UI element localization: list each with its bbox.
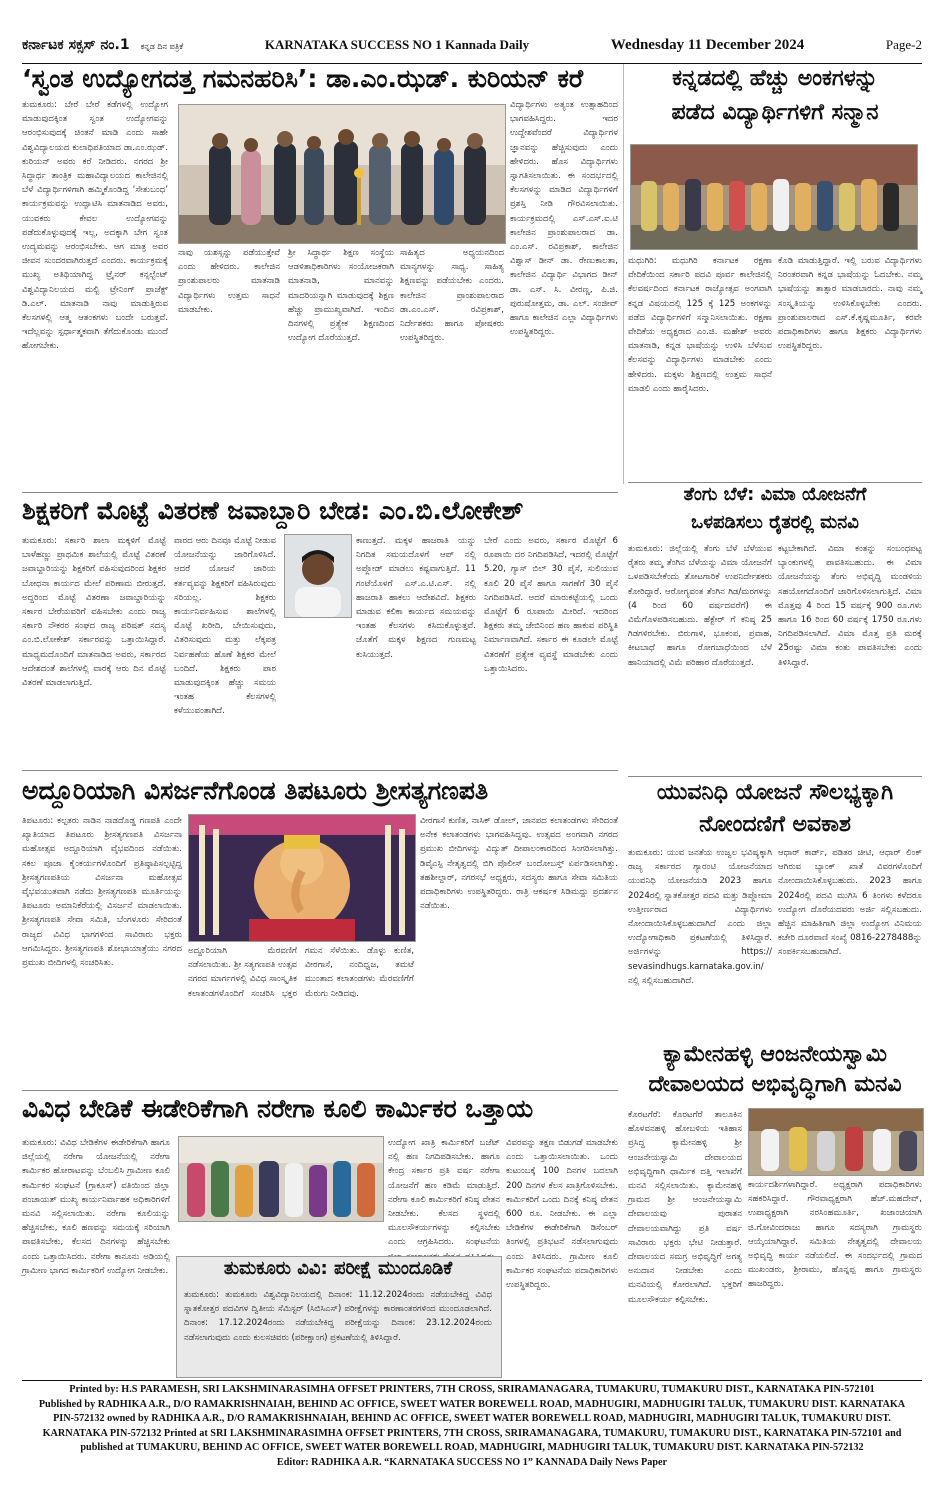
footer-published-at: published at TUMAKURU, BEHIND AC OFFICE, SWEET WATER BOREWELL ROAD, MADHUGIRI, MADHUGIRI TALUK, TUMAKURU DIST. KARNATAKA PIN-572132 <box>80 1442 864 1454</box>
headline-yuvanidhi-2: ನೋಂದಣಿಗೆ ಅವಕಾಶ <box>699 812 851 837</box>
photo-nrega-workers <box>178 1136 384 1222</box>
article-kurian-col4: ಸಾಹಿತ್ಯದ ಅಧ್ಯಯನದಿಂದ ಮಾನ್ಯಗಳನ್ನು ಸಾಧ್ಯ. ಸಾಹಿತ್ಯ ಶಿಕ್ಷಣವನ್ನು ಪಡೆಯಬೇಕು ಎಂದರು. ಕಾಲೇಜಿನ ಪ್ರಾಂಶುಪಾಲರಾದ ಡಾ.ಎಂ.ಎಸ್. ರವಿಪ್ರಕಾಶ್, ನಿರ್ದೇಶಕರು ಹಾಗೂ ಪೋಷಕರು ಉಪಸ್ಥಿತರಿದ್ದರು. <box>400 248 504 344</box>
masthead-left <box>22 34 183 53</box>
footer-rule <box>22 1380 922 1381</box>
paper-name-kannada: ಕರ್ನಾಟಕ ಸಕ್ಸಸ್ ನಂ.1 <box>22 37 130 53</box>
article-nrega-col2a <box>178 1224 382 1252</box>
article-kurian-col5: ವಿದ್ಯಾರ್ಥಿಗಳು ಅತ್ಯಂತ ಉತ್ಸಾಹದಿಂದ ಭಾಗವಹಿಸಿದ್ದರು. ಇದರ ಉದ್ದೇಶವೆಂದರೆ ವಿದ್ಯಾರ್ಥಿಗಳ ಜ್ಞಾನವನ್ನು ಹೆಚ್ಚಿಸುವುದು ಎಂದು ಹೇಳಿದರು. ಹೊಸ ವಿದ್ಯಾರ್ಥಿಗಳು ಸ್ವಾಗತಿಸಲಾಯಿತು. ಈ ಸಂದರ್ಭದಲ್ಲಿ ಕೆಲಸಗಳನ್ನು ಮಾಡಿದ ವಿದ್ಯಾರ್ಥಿಗಳಿಗೆ ಪ್ರಶಸ್ತಿ ನೀಡಿ ಗೌರವಿಸಲಾಯಿತು. ಕಾರ್ಯಕ್ರಮದಲ್ಲಿ ಎಸ್.ಎಸ್.ಐ.ಟಿ ಕಾಲೇಜಿನ ಪ್ರಾಂಶುಪಾಲರಾದ ಡಾ. ಎಂ.ಎಸ್. ರವಿಪ್ರಕಾಶ್, ಕಾಲೇಜಿನ ವಿಶ್ವಾಸ್ ಡೀನ್ ಡಾ. ರೇಣುಕಾಲತಾ, ಕಾಲೇಜಿನ ವಿದ್ಯಾರ್ಥಿ ವಿಭಾಗದ ಡೀನ್ ಡಾ. ಎಸ್. ಸಿ. ವೀರಣ್ಣ, ಪಿ.ಜಿ. ಪುರುಷೋತ್ತಮ, ಡಾ. ಎಲ್. ಸಂಜೀವ್ ಹಾಗೂ ಕಾಲೇಜಿನ ಎಲ್ಲಾ ವಿದ್ಯಾರ್ಥಿಗಳು ಉಪಸ್ಥಿತರಿದ್ದರು. <box>510 100 618 338</box>
headline-temple-1: ಕ್ಯಾಮೇನಹಳ್ಳಿ ಆಂಜನೇಯಸ್ವಾಮಿ <box>663 1042 887 1067</box>
headline-nrega: ವಿವಿಧ ಬೇಡಿಕೆ ಈಡೇರಿಕೆಗಾಗಿ ನರೇಗಾ ಕೂಲಿ ಕಾರ್ಮಿಕರ ಒತ್ತಾಯ <box>22 1094 534 1123</box>
article-temple-col2: ಕಾರ್ಯದರ್ಶಿಗಳಾಗಿದ್ದಾರೆ. ಅಧ್ಯಕ್ಷರಾಗಿ ಪದಾಧಿಕಾರಿಗಳು ಸಹಕರಿಸಿದ್ದಾರೆ. ಗೌರವಾಧ್ಯಕ್ಷರಾಗಿ ಹೆಚ್.ಮಹದೇವ್, ಉಪಾಧ್ಯಕ್ಷರಾಗಿ ನರಸಿಂಹಮೂರ್ತಿ, ಖಜಾಂಚಿಯಾಗಿ ಜಿ.ಗೋವಿಂದರಾಜು ಹಾಗೂ ಸದಸ್ಯರಾಗಿ ಗ್ರಾಮಸ್ಥರು ಆಯ್ಕೆಯಾಗಿದ್ದಾರೆ. ಸಮಿತಿಯ ನೇತೃತ್ವದಲ್ಲಿ ದೇವಾಲಯ ಅಭಿವೃದ್ಧಿ ಕಾರ್ಯ ನಡೆಯಲಿದೆ. ಈ ಸಂದರ್ಭದಲ್ಲಿ ಗ್ರಾಮದ ಮುಖಂಡರು, ಶ್ರೀರಾಮು, ಹೊನ್ನಪ್ಪ ಹಾಗೂ ಗ್ರಾಮಸ್ಥರು ಹಾಜರಿದ್ದರು. <box>748 1180 922 1290</box>
article-yuvanidhi-col1: ತುಮಕೂರು: ಯುವ ಜನತೆಯ ಉಜ್ವಲ ಭವಿಷ್ಯಕ್ಕಾಗಿ ರಾಜ್ಯ ಸರ್ಕಾರದ ಗ್ಯಾರಂಟಿ ಯೋಜನೆಯಾದ ಯುವನಿಧಿ ಯೋಜನೆಯಡಿ 2023 ಹಾಗೂ 2024ರಲ್ಲಿ ಸ್ನಾತಕೋತ್ತರ ಪದವಿ ಮತ್ತು ಡಿಪ್ಲೋಮಾ ಉತ್ತೀರ್ಣರಾದ ವಿದ್ಯಾರ್ಥಿಗಳು ನೋಂದಾಯಿಸಿಕೊಳ್ಳಬಹುದಾಗಿದೆ ಎಂದು ಜಿಲ್ಲಾ ಉದ್ಯೋಗಾಧಿಕಾರಿ ಪ್ರಕಟಣೆಯಲ್ಲಿ ತಿಳಿಸಿದ್ದಾರೆ. ಅರ್ಜಿಗಳನ್ನು https:// sevasindhugs.karnataka.gov.in/ ನಲ್ಲಿ ಸಲ್ಲಿಸಬಹುದಾಗಿದೆ. <box>628 848 772 986</box>
article-ganapathi-col3: ವೀರಗಾಸೆ ಕುಣಿತ, ನಾಸಿಕ್ ಡೋಲ್, ಜಾನಪದ ಕಲಾತಂಡಗಳು ಸೇರಿದಂತೆ ಅನೇಕ ಕಲಾತಂಡಗಳು ಭಾಗವಹಿಸಿದ್ದವು. ಉತ್ಸವದ ಅಂಗವಾಗಿ ನಗರದ ಪ್ರಮುಖ ಬೀದಿಗಳನ್ನು ವಿದ್ಯುತ್ ದೀಪಾಲಂಕಾರದಿಂದ ಸಿಂಗರಿಸಲಾಗಿತ್ತು. ಡಿವೈಎಸ್ಪಿ ನೇತೃತ್ವದಲ್ಲಿ ಬಿಗಿ ಪೊಲೀಸ್ ಬಂದೋಬಸ್ತ್ ಏರ್ಪಡಿಸಲಾಗಿತ್ತು. ತಹಶೀಲ್ದಾರ್, ನಗರಸಭೆ ಅಧ್ಯಕ್ಷರು, ಸದಸ್ಯರು ಹಾಗೂ ಸೇವಾ ಸಮಿತಿಯ ಪದಾಧಿಕಾರಿಗಳು ಉಪಸ್ಥಿತರಿದ್ದರು. ರಾತ್ರಿ ಆಕರ್ಷಕ ಸಿಡಿಮದ್ದು ಪ್ರದರ್ಶನ ನಡೆಯಿತು. <box>420 816 618 912</box>
headline-ganapathi: ಅದ್ದೂರಿಯಾಗಿ ವಿಸರ್ಜನೆಗೊಂಡ ತಿಪಟೂರು ಶ್ರೀಸತ್ಯಗಣಪತಿ <box>22 776 489 805</box>
article-nrega-col2: ಉದ್ಯೋಗ ಖಾತ್ರಿ ಕಾರ್ಮಿಕರಿಗೆ ಬಜೆಟ್ ನಲ್ಲಿ ಹಣ ನಿಗದಿಪಡಿಸಬೇಕು. ಹಾಗೂ ಕೇಂದ್ರ ಸರ್ಕಾರ ಪ್ರತಿ ವರ್ಷ ನರೇಗಾ ಯೋಜನೆಗೆ ಹಣ ಕಡಿಮೆ ಮಾಡುತ್ತಿದೆ. ನರೇಗಾ ಕೂಲಿ ಕಾರ್ಮಿಕರಿಗೆ ಕನಿಷ್ಠ ವೇತನ ನೀಡಬೇಕು. ಕೆಲಸದ ಸ್ಥಳದಲ್ಲಿ ಮೂಲಸೌಕರ್ಯಗಳನ್ನು ಕಲ್ಪಿಸಬೇಕು ಎಂದು ಆಗ್ರಹಿಸಿದರು. ಸಂಘಟನೆಯ <box>388 1138 500 1248</box>
article-nrega-col3: ವಿವರವನ್ನು ತಕ್ಷಣ ಬಿಡುಗಡೆ ಮಾಡಬೇಕು ಎಂದು ಒತ್ತಾಯಿಸಲಾಯಿತು. ಒಂದು ಕುಟುಂಬಕ್ಕೆ 100 ದಿನಗಳ ಬದಲಾಗಿ 200 ದಿನಗಳ ಕೆಲಸ ಖಾತ್ರಿಗೊಳಿಸಬೇಕು. ಕಾರ್ಮಿಕರಿಗೆ ಒಂದು ದಿನಕ್ಕೆ ಕನಿಷ್ಠ ವೇತನ 600 ರೂ. ನೀಡಬೇಕು. ಈ ಎಲ್ಲಾ ಬೇಡಿಕೆಗಳ ಈಡೇರಿಕೆಗಾಗಿ ಡಿಸೆಂಬರ್ ತಿಂಗಳಲ್ಲಿ ಪ್ರತಿಭಟನೆ ನಡೆಸಲಾಗುವುದು ಎಂದು ತಿಳಿಸಿದರು. ಗ್ರಾಮೀಣ ಕೂಲಿ ಕಾರ್ಮಿಕರ ಸಂಘಟನೆಯ ಪದಾಧಿಕಾರಿಗಳು ಉಪಸ್ಥಿತರಿದ್ದರು. <box>506 1138 618 1291</box>
article-exam-postponed-body: ತುಮಕೂರು: ತುಮಕೂರು ವಿಶ್ವವಿದ್ಯಾನಿಲಯದಲ್ಲಿ ದಿನಾಂಕ: 11.12.2024ರಂದು ನಡೆಯಬೇಕಿದ್ದ ವಿವಿಧ ಸ್ನಾತಕೋತ್ತರ ಪದವಿಗಳ ದ್ವಿತೀಯ ಸೆಮಿಸ್ಟರ್ (ಸಿಬಿಸಿಎಸ್) ಪರೀಕ್ಷೆಗಳನ್ನು ಕಾರಣಾಂತರಗಳಿಂದ ಮುಂದೂಡಲಾಗಿದೆ. ದಿನಾಂಕ: 17.12.2024ರಂದು ನಡೆಯಬೇಕಿದ್ದ ಪರೀಕ್ಷೆಯನ್ನು ದಿನಾಂಕ: 23.12.2024ರಂದು ನಡೆಸಲಾಗುವುದು ಎಂದು ಕುಲಸಚಿವರು (ಪರೀಕ್ಷಾಂಗ) ಪ್ರಕಟಣೆಯಲ್ಲಿ ತಿಳಿಸಿದ್ದಾರೆ. <box>184 1290 492 1343</box>
headline-kurian: ‘ಸ್ವಂತ ಉದ್ಯೋಗದತ್ತ ಗಮನಹರಿಸಿ’: ಡಾ.ಎಂ.ಝಡ್. ಕುರಿಯನ್ ಕರೆ <box>22 64 584 93</box>
footer-owned-by: PIN-572132 owned by RADHIKA A.R., D/O RAMAKRISHNAIAH, BEHIND AC OFFICE, SWEET WATER BOREWELL ROAD, MADHUGIRI, MADHUGIRI TALUK, TUMAKURU DIST. <box>53 1413 891 1425</box>
article-ganapathi-col1: ತಿಪಟೂರು: ಕಲ್ಪತರು ನಾಡಿನ ನಾಡದೊಡ್ಡ ಗಣಪತಿ ಎಂದೇ ಖ್ಯಾತಿಯಾದ ತಿಪಟೂರು ಶ್ರೀಸತ್ಯಗಣಪತಿ ವಿಸರ್ಜನಾ ಮಹೋತ್ಸವ ಅದ್ದೂರಿಯಾಗಿ ವೈಭವದಿಂದ ನಡೆಯಿತು. ಸಕಲ ಪೂಜಾ ಕೈಂಕರ್ಯಗಳೊಂದಿಗೆ ಪ್ರತಿಷ್ಠಾಪಿಸಲ್ಪಟ್ಟಿದ್ದ ಶ್ರೀಸತ್ಯಗಣಪತಿಯ ವಿಸರ್ಜನಾ ಮಹೋತ್ಸವ ವೈಭವಯುತವಾಗಿ ನಡೆದು ಶ್ರೀಸತ್ಯಗಣಪತಿ ಮೂರ್ತಿಯನ್ನು ತಿಪಟೂರು ಅಮಾನಿಕೆರೆಯಲ್ಲಿ ವಿಸರ್ಜನೆ ಮಾಡಲಾಯಿತು. ಶ್ರೀಸತ್ಯಗಣಪತಿ ಸೇವಾ ಸಮಿತಿ, ಬೆಂಗಳೂರು ಸೇರಿದಂತೆ ರಾಜ್ಯದ ವಿವಿಧ ಭಾಗಗಳಿಂದ ಸಾವಿರಾರು ಭಕ್ತರು ಆಗಮಿಸಿದ್ದರು. ಶ್ರೀಸತ್ಯಗಣಪತಿ ಶೋಭಾಯಾತ್ರೆಯು ನಗರದ ಪ್ರಮುಖ ಬೀದಿಗಳಲ್ಲಿ ಸಂಚರಿಸಿತು. <box>22 816 182 969</box>
headline-lokesh: ಶಿಕ್ಷಕರಿಗೆ ಮೊಟ್ಟೆ ವಿತರಣೆ ಜವಾಬ್ದಾರಿ ಬೇಡ: ಎಂ.ಬಿ.ಲೋಕೇಶ್ <box>22 496 524 525</box>
headline-coconut-2: ಒಳಪಡಿಸಲು ರೈತರಲ್ಲಿ ಮನವಿ <box>691 512 859 533</box>
article-coconut-col1: ತುಮಕೂರು: ಜಿಲ್ಲೆಯಲ್ಲಿ ತೆಂಗು ಬೆಳೆ ಬೆಳೆಯುವ ರೈತರು ತಮ್ಮ ತೆಂಗಿನ ಬೆಳೆಯನ್ನು ವಿಮಾ ಯೋಜನೆಗೆ ಒಳಪಡಿಸಬೇಕೆಂದು ತೋಟಗಾರಿಕೆ ಉಪನಿರ್ದೇಶಕರು ಕೋರಿದ್ದಾರೆ. ಆರೋಗ್ಯವಂತ ತೆಂಗಿನ ಗಿಡ/ಮರಗಳನ್ನು (4 ರಿಂದ 60 ವರ್ಷದವರೆಗೆ) ಈ ವಿಮೆಗೊಳಪಡಿಸಬಹುದು. ಹೆಕ್ಟೇರ್ ಗೆ ಕನಿಷ್ಠ 25 ಗಿಡಗಳಿರಬೇಕು. ಬಿರುಗಾಳಿ, ಭೂಕಂಪ, ಪ್ರವಾಹ, ಕೀಟಬಾಧೆ ಹಾಗೂ ರೋಗಬಾಧೆಯಿಂದ ಬೆಳೆ ಹಾನಿಯಾದಲ್ಲಿ ವಿಮೆ ಪರಿಹಾರ ದೊರೆಯುತ್ತದೆ. <box>628 544 772 668</box>
article-coconut-col2: ಕಟ್ಟಬೇಕಾಗಿದೆ. ವಿಮಾ ಕಂತನ್ನು ಸಂಬಂಧಪಟ್ಟ ಬ್ಯಾಂಕುಗಳಲ್ಲಿ ಪಾವತಿಸಬಹುದು. ಈ ವಿಮಾ ಯೋಜನೆಯನ್ನು ತೆಂಗು ಅಭಿವೃದ್ಧಿ ಮಂಡಳಿಯ ಸಹಯೋಗದೊಂದಿಗೆ ಜಾರಿಗೊಳಿಸಲಾಗುತ್ತಿದೆ. ವಿಮಾ ಮೊತ್ತವು 4 ರಿಂದ 15 ವರ್ಷಕ್ಕೆ 900 ರೂ.ಗಳು ಹಾಗೂ 16 ರಿಂದ 60 ವರ್ಷಕ್ಕೆ 1750 ರೂ.ಗಳು ನಿಗದಿಪಡಿಸಲಾಗಿದೆ. ವಿಮಾ ಮೊತ್ತ ಪ್ರತಿ ಮರಕ್ಕೆ 25ರಷ್ಟು ವಿಮಾ ಕಂತು ಪಾವತಿಸಬೇಕು ಎಂದು ತಿಳಿಸಿದ್ದಾರೆ. <box>778 544 922 668</box>
article-kannada-marks-col1: ಮಧುಗಿರಿ: ಮಧುಗಿರಿ ಕರ್ನಾಟಕ ರಕ್ಷಣಾ ವೇದಿಕೆಯಿಂದ ಸರ್ಕಾರಿ ಪದವಿ ಪೂರ್ವ ಕಾಲೇಜಿನಲ್ಲಿ ಕೆಲವರ್ಷದಿಂದ ಕರ್ನಾಟಕ ರಾಜ್ಯೋತ್ಸವ ಅಂಗವಾಗಿ ಕನ್ನಡ ವಿಷಯದಲ್ಲಿ 125 ಕ್ಕೆ 125 ಅಂಕಗಳನ್ನು ಪಡೆದ ವಿದ್ಯಾರ್ಥಿಗಳಿಗೆ ಸನ್ಮಾನಿಸಲಾಯಿತು. ರಕ್ಷಣಾ ವೇದಿಕೆಯ ಅಧ್ಯಕ್ಷರಾದ ಎಂ.ಜಿ. ಮಹೇಶ್ ಅವರು ಮಾತನಾಡಿ, ಕನ್ನಡ ಭಾಷೆಯನ್ನು ಉಳಿಸಿ ಬೆಳೆಸುವ ಕೆಲಸವನ್ನು ವಿದ್ಯಾರ್ಥಿಗಳು ಮಾಡಬೇಕು ಎಂದು ಹೇಳಿದರು. ಮಕ್ಕಳು ಶಿಕ್ಷಣದಲ್ಲಿ ಉತ್ತಮ ಸಾಧನೆ ಮಾಡಲಿ ಎಂದು ಹಾರೈಸಿದರು. <box>628 256 772 394</box>
photo-temple-meeting <box>748 1108 924 1176</box>
paper-name-english: KARNATAKA SUCCESS NO 1 Kannada Daily <box>264 37 530 52</box>
section-rule-right-2 <box>628 776 922 777</box>
photo-ganapathi-idol <box>188 814 416 942</box>
article-temple-col1: ಕೊರಟಗೆರೆ: ಕೊರಟಗೆರೆ ತಾಲೂಕಿನ ಹೊಳವನಹಳ್ಳಿ ಹೋಬಳಿಯ ಇತಿಹಾಸ ಪ್ರಸಿದ್ಧ ಕ್ಯಾಮೇನಹಳ್ಳಿ ಶ್ರೀ ಆಂಜನೇಯಸ್ವಾಮಿ ದೇವಾಲಯದ ಅಭಿವೃದ್ಧಿಗಾಗಿ ಧಾರ್ಮಿಕ ದತ್ತಿ ಇಲಾಖೆಗೆ ಮನವಿ ಸಲ್ಲಿಸಲಾಯಿತು. ಕ್ಯಾಮೇನಹಳ್ಳಿ ಗ್ರಾಮದ ಶ್ರೀ ಆಂಜನೇಯಸ್ವಾಮಿ ದೇವಾಲಯವು ಪುರಾತನ ದೇವಾಲಯವಾಗಿದ್ದು ಪ್ರತಿ ವರ್ಷ ಸಾವಿರಾರು ಭಕ್ತರು ಭೇಟಿ ನೀಡುತ್ತಾರೆ. ದೇವಾಲಯದ ಸಮಗ್ರ ಅಭಿವೃದ್ಧಿಗೆ ಅಗತ್ಯ ಅನುದಾನ ನೀಡಬೇಕು ಎಂದು ಮನವಿಯಲ್ಲಿ ಕೋರಲಾಗಿದೆ. ಭಕ್ತರಿಗೆ ಮೂಲಸೌಕರ್ಯ ಕಲ್ಪಿಸಬೇಕು. <box>628 1110 742 1305</box>
photo-students-felicitation <box>630 144 918 250</box>
article-yuvanidhi-col2: ಆಧಾರ್ ಕಾರ್ಡ್, ಪಡಿತರ ಚೀಟಿ, ಆಧಾರ್ ಲಿಂಕ್ ಆಗಿರುವ ಬ್ಯಾಂಕ್ ಖಾತೆ ವಿವರಗಳೊಂದಿಗೆ ನೋಂದಾಯಿಸಿಕೊಳ್ಳಬಹುದು. 2023 ಹಾಗೂ 2024ರಲ್ಲಿ ಪದವಿ ಮುಗಿಸಿ 6 ತಿಂಗಳು ಕಳೆದರೂ ಉದ್ಯೋಗ ದೊರೆಯದವರು ಅರ್ಜಿ ಸಲ್ಲಿಸಬಹುದು. ಹೆಚ್ಚಿನ ಮಾಹಿತಿಗಾಗಿ ಜಿಲ್ಲಾ ಉದ್ಯೋಗ ವಿನಿಮಯ ಕಚೇರಿ ದೂರವಾಣಿ ಸಂಖ್ಯೆ 0816-2278488ನ್ನು ಸಂಪರ್ಕಿಸಬಹುದಾಗಿದೆ. <box>778 848 922 958</box>
article-lokesh-col2b <box>284 620 350 764</box>
headline-kannada-marks-1: ಕನ್ನಡದಲ್ಲಿ ಹೆಚ್ಚು ಅಂಕಗಳನ್ನು <box>672 66 878 91</box>
article-ganapathi-col2: ಅದ್ದೂರಿಯಾಗಿ ಮೆರವಣಿಗೆ ನಡೆಸಲಾಯಿತು. ಶ್ರೀ ಸತ್ಯಗಣಪತಿ ಉತ್ಸವ ನಗರದ ಮಾರ್ಗಗಳಲ್ಲಿ ವಿವಿಧ ಸಾಂಸ್ಕೃತಿಕ ಕಲಾತಂಡಗಳೊಂದಿಗೆ ಸಂಚರಿಸಿ ಭಕ್ತರ ಗಮನ ಸೆಳೆಯಿತು. ಡೊಳ್ಳು ಕುಣಿತ, ವೀರಗಾಸೆ, ನಂದಿಧ್ವಜ, ತಮಟೆ ಮುಂತಾದ ಕಲಾತಂಡಗಳು ಮೆರವಣಿಗೆಗೆ ಮೆರುಗು ನೀಡಿದವು. <box>188 946 414 999</box>
section-rule-right <box>628 482 922 483</box>
article-lokesh-col3: ಕಾಣುತ್ತದೆ. ಮಕ್ಕಳ ಹಾಜರಾತಿ ಯನ್ನು ನಿಗದಿತ ಸಮಯದೊಳಗೆ ಆಪ್ ನಲ್ಲಿ ಅಪ್ಲೋಡ್ ಮಾಡಲು ಕಷ್ಟವಾಗುತ್ತಿದೆ. 11 ಗಂಟೆಯೊಳಗೆ ಎಸ್.ಎ.ಟಿ.ಎಸ್. ನಲ್ಲಿ ಹಾಜರಾತಿ ಹಾಕಲು ಆದೇಶವಿದೆ. ಶಿಕ್ಷಕರು ಮಾಡುವ ಕಲಿಕಾ ಕಾರ್ಯದ ಸಮಯವನ್ನು ಇಂತಹ ಕೆಲಸಗಳು ಕಸಿದುಕೊಳ್ಳುತ್ತವೆ. ಜೊತೆಗೆ ಮಕ್ಕಳ ಶಿಕ್ಷಣದ ಗುಣಮಟ್ಟ ಕುಸಿಯುತ್ತದೆ. <box>356 536 476 660</box>
footer-printed-by: Printed by: H.S PARAMESH, SRI LAKSHMINARASIMHA OFFSET PRINTERS, 7TH CROSS, SRIRAMANAGARA, TUMAKURU, TUMAKURU DIST., KARNATAKA PIN-572101 <box>69 1384 875 1395</box>
headline-coconut-1: ತೆಂಗು ಬೆಳೆ: ವಿಮಾ ಯೋಜನೆಗೆ <box>683 484 867 505</box>
issue-date: Wednesday 11 December 2024 <box>610 37 805 53</box>
article-kurian-col1: ತುಮಕೂರು: ಬೇರೆ ಬೇರೆ ಕಡೆಗಳಲ್ಲಿ ಉದ್ಯೋಗ ಮಾಡುವುದಕ್ಕಿಂತ ಸ್ವಂತ ಉದ್ಯೋಗವನ್ನು ಆರಂಭಿಸುವುದಕ್ಕೆ ಚಿಂತನೆ ಮಾಡಿ ಎಂದು ಸಾಹೇ ವಿಶ್ವವಿದ್ಯಾಲಯದ ಕುಲಾಧಿಪತಿಯಾದ ಡಾ.ಎಂ.ಝಡ್. ಕುರಿಯನ್ ಅವರು ಕರೆ ನೀಡಿದರು. ನಗರದ ಶ್ರೀ ಸಿದ್ಧಾರ್ಥ ತಾಂತ್ರಿಕ ಮಹಾವಿದ್ಯಾಲಯದ ಕಾಲೇಜಿನಲ್ಲಿ ಬೆಳೆ ವಿದ್ಯಾರ್ಥಿಗಳಿಗಾಗಿ ಹಮ್ಮಿಕೊಂಡಿದ್ದ ‘ಸೇತುಬಂಧ’ ಕಾರ್ಯಕ್ರಮವನ್ನು ಉದ್ಘಾಟಿಸಿ ಮಾತನಾಡಿದ ಅವರು, ಯುವಕರು ಕೇವಲ ಉದ್ಯೋಗವನ್ನು ಪಡೆದುಕೊಳ್ಳುವುದಕ್ಕೆ ಇಲ್ಲ, ಅದಕ್ಕಾಗಿ ಬೇಗ ಸ್ವಂತ ಉದ್ಯಮವನ್ನು ಆರಂಭಿಸಬೇಕು. ಆಗ ಮಾತ್ರ ಅವರ ಜೀವನ ಸುಂದರವಾಗಿರುತ್ತದೆ ಎಂದರು. ಕಾರ್ಯಕ್ರಮಕ್ಕೆ ಮುಖ್ಯ ಅತಿಥಿಯಾಗಿದ್ದ ಟ್ರೈನರ್ ಕನ್ಸಲ್ಟೆಂಟ್ ವಿಶ್ವವಿದ್ಯಾನಿಲಯದ ಮಲ್ಟಿ ಟ್ರೇನಿಂಗ್ ಪ್ರಾಜೆಕ್ಟ್ ಡಿ.ಎಲ್. ಮಾತನಾಡಿ ನಾವು ಮಾಡುತ್ತಿರುವ ಕೆಲಸಗಳಲ್ಲಿ ಆತ್ಮ ಆತಂಕಗಳು ಬಂದೇ ಬರುತ್ತವೆ. ಇದೆಲ್ಲವನ್ನು ಸ್ಪರ್ಧಾತ್ಮಕವಾಗಿ ತೆಗೆದುಕೊಂಡು ಮುಂದೆ ಹೋಗಬೇಕು. <box>22 100 168 352</box>
photo-lokesh-portrait <box>284 534 352 618</box>
section-rule-3 <box>22 1090 618 1091</box>
headline-temple-2: ದೇವಾಲಯದ ಅಭಿವೃದ್ಧಿಗಾಗಿ ಮನವಿ <box>648 1072 902 1097</box>
imprint-footer <box>22 1383 922 1498</box>
photo-lamp-lighting <box>178 104 506 244</box>
headline-yuvanidhi-1: ಯುವನಿಧಿ ಯೋಜನೆ ಸೌಲಭ್ಯಕ್ಕಾಗಿ <box>656 780 894 805</box>
column-divider <box>623 64 624 484</box>
article-kannada-marks-col2: ಕೊಡಿ ಮಾಡುತ್ತಿದ್ದಾರೆ. ಇಲ್ಲಿ ಬರುವ ವಿದ್ಯಾರ್ಥಿಗಳು ನಿರಂತರವಾಗಿ ಕನ್ನಡ ಭಾಷೆಯನ್ನು ಓದಬೇಕು. ನಮ್ಮ ಭಾಷೆಯನ್ನು ತಾತ್ಸಾರ ಮಾಡಬಾರದು. ನಾವು ನಮ್ಮ ಸಂಸ್ಕೃತಿಯನ್ನು ಉಳಿಸಿಕೊಳ್ಳಬೇಕು ಎಂದರು. ಪ್ರಾಂಶುಪಾಲರಾದ ಎಸ್.ಕೆ.ಕೃಷ್ಣಮೂರ್ತಿ, ಕರವೇ ಪದಾಧಿಕಾರಿಗಳು ಹಾಗೂ ಶಿಕ್ಷಕರು ವಿದ್ಯಾರ್ಥಿಗಳು ಉಪಸ್ಥಿತರಿದ್ದರು. <box>778 256 922 352</box>
footer-printed-at: KARNATAKA PIN-572132 Printed at SRI LAKSHMINARASIMHA OFFSET PRINTERS, 7TH CROSS, SRIRAMANAGARA, TUMAKURU, TUMAKURU DIST., KARNATAKA PIN-572101 and <box>42 1427 902 1439</box>
footer-published-by: Published by RADHIKA A.R., D/O RAMAKRISHNAIAH, BEHIND AC OFFICE, SWEET WATER BOREWELL ROAD, MADHUGIRI, MADHUGIRI TALUK, TUMAKURU DIST. KARNATAKA <box>38 1398 906 1410</box>
page-number: Page-2 <box>885 37 922 52</box>
headline-exam-postponed: ತುಮಕೂರು ವಿವಿ: ಪರೀಕ್ಷೆ ಮುಂದೂಡಿಕೆ <box>223 1258 453 1279</box>
section-rule <box>22 492 618 493</box>
article-kurian-col2: ನಾವು ಯಶಸ್ಸನ್ನು ಪಡೆಯುತ್ತೇವೆ ಎಂದು ಹೇಳಿದರು. ಕಾಲೇಜಿನ ಪ್ರಾಂಶುಪಾಲರು ಮಾತನಾಡಿ ವಿದ್ಯಾರ್ಥಿಗಳು ಉತ್ತಮ ಸಾಧನೆ ಮಾಡಬೇಕು. <box>178 248 280 315</box>
article-kurian-col3: ಶ್ರೀ ಸಿದ್ಧಾರ್ಥ ಶಿಕ್ಷಣ ಸಂಸ್ಥೆಯ ಆಡಳಿತಾಧಿಕಾರಿಗಳು ಸಂಯೋಜಕರಾಗಿ ಮಾತನಾಡಿ, ಮಾನವನ್ನು ಮಾದರಿಯನ್ನಾಗಿ ಮಾಡುವುದಕ್ಕೆ ಶಿಕ್ಷಣ ಹೆಚ್ಚು ಪ್ರಾಮುಖ್ಯವಾಗಿದೆ. ಇಂದಿನ ದಿನಗಳಲ್ಲಿ ಪ್ರತ್ಯೇಕ ಶಿಕ್ಷಣದಿಂದ ಉದ್ಯೋಗ ದೊರೆಯುತ್ತದೆ. <box>288 248 394 344</box>
masthead <box>22 34 922 60</box>
article-lokesh-col1: ತುಮಕೂರು: ಸರ್ಕಾರಿ ಶಾಲಾ ಮಕ್ಕಳಿಗೆ ಮೊಟ್ಟೆ ಬಾಳೆಹಣ್ಣು ಪ್ರಾಥಮಿಕ ಶಾಲೆಯಲ್ಲಿ ಮೊಟ್ಟೆ ವಿತರಣೆ ಜವಾಬ್ದಾರಿಯನ್ನು ಶಿಕ್ಷಕರಿಗೆ ವಹಿಸುವುದರಿಂದ ಶಿಕ್ಷಕರ ಬೋಧನಾ ಕಾರ್ಯದ ಮೇಲೆ ಪರಿಣಾಮ ಬೀರುತ್ತದೆ. ಅದ್ದರಿಂದ ಮೊಟ್ಟೆ ವಿತರಣಾ ಜವಾಬ್ದಾರಿಯನ್ನು ಸರ್ಕಾರ ಬೇರೆಯವರಿಗೆ ವಹಿಸಬೇಕು ಎಂದು ರಾಜ್ಯ ಸರ್ಕಾರಿ ನೌಕರರ ಸಂಘದ ರಾಜ್ಯ ಪರಿಷತ್ ಸದಸ್ಯ ಎಂ.ಬಿ.ಲೋಕೇಶ್ ಸರ್ಕಾರವನ್ನು ಒತ್ತಾಯಿಸಿದ್ದಾರೆ. ಮಾಧ್ಯಮದೊಂದಿಗೆ ಮಾತನಾಡಿದ ಅವರು, ಸರ್ಕಾರದ ಆದೇಶದಂತೆ ಶಾಲೆಗಳಲ್ಲಿ ವಾರಕ್ಕೆ ಆರು ದಿನ ಮೊಟ್ಟೆ ವಿತರಣೆ ಮಾಡಲಾಗುತ್ತಿದೆ. <box>22 536 166 689</box>
headline-kannada-marks-2: ಪಡೆದ ವಿದ್ಯಾರ್ಥಿಗಳಿಗೆ ಸನ್ಮಾನ <box>671 100 879 125</box>
article-lokesh-col4: ಬೇರೆ ಎಂದು ಅವರು, ಸರ್ಕಾರ ಮೊಟ್ಟೆಗೆ 6 ರೂಪಾಯಿ ದರ ನಿಗದಿಪಡಿಸಿದೆ, ಇದರಲ್ಲಿ ಮೊಟ್ಟೆಗೆ 5.20, ಗ್ಯಾಸ್ ಬಿಲ್ 30 ಪೈಸೆ, ಸುಲಿಯುವ ಕೂಲಿ 20 ಪೈಸೆ ಹಾಗೂ ಸಾಗಣೆಗೆ 30 ಪೈಸೆ ನಿಗದಿಪಡಿಸಿದೆ. ಆದರೆ ಮಾರುಕಟ್ಟೆಯಲ್ಲಿ ಒಂದು ಮೊಟ್ಟೆಗೆ 6 ರೂಪಾಯಿ ಮೀರಿದೆ. ಇದರಿಂದ ಶಿಕ್ಷಕರು ತಮ್ಮ ಜೇಬಿನಿಂದ ಹಣ ಹಾಕುವ ಪರಿಸ್ಥಿತಿ ನಿರ್ಮಾಣವಾಗಿದೆ. ಸರ್ಕಾರ ಈ ಕೂಡಲೇ ಮೊಟ್ಟೆ ವಿತರಣೆಗೆ ಪ್ರತ್ಯೇಕ ವ್ಯವಸ್ಥೆ ಮಾಡಬೇಕು ಎಂದು ಒತ್ತಾಯಿಸಿದರು. <box>484 536 618 674</box>
article-nrega-col1: ತುಮಕೂರು: ವಿವಿಧ ಬೇಡಿಕೆಗಳ ಈಡೇರಿಕೆಗಾಗಿ ಹಾಗೂ ಜಿಲ್ಲೆಯಲ್ಲಿ ನರೇಗಾ ಯೋಜನೆಯಲ್ಲಿ ನರೇಗಾ ಕಾರ್ಮಿಕರ ಹೋರಾಟವನ್ನು ಬೆಂಬಲಿಸಿ ಗ್ರಾಮೀಣ ಕೂಲಿ ಕಾರ್ಮಿಕರ ಸಂಘಟನೆ (ಗ್ರಾಕೂಸ್) ವತಿಯಿಂದ ಜಿಲ್ಲಾ ಪಂಚಾಯತ್ ಮುಖ್ಯ ಕಾರ್ಯನಿರ್ವಾಹಕ ಅಧಿಕಾರಿಗಳಿಗೆ ಮನವಿ ಸಲ್ಲಿಸಲಾಯಿತು. ನರೇಗಾ ಕೂಲಿಯನ್ನು ಹೆಚ್ಚಿಸಬೇಕು, ಕೂಲಿ ಹಣವನ್ನು ಸಮಯಕ್ಕೆ ಸರಿಯಾಗಿ ಪಾವತಿಸಬೇಕು, ಕೆಲಸದ ದಿನಗಳನ್ನು ಹೆಚ್ಚಿಸಬೇಕು ಎಂದು ಒತ್ತಾಯಿಸಿದರು. ನರೇಗಾ ಕಾನೂನು ಅಡಿಯಲ್ಲಿ ಗ್ರಾಮೀಣ ಭಾಗದ ಕಾರ್ಮಿಕರಿಗೆ ಉದ್ಯೋಗ ನೀಡಬೇಕು. <box>22 1138 170 1276</box>
footer-editor: Editor: RADHIKA A.R. “KARNATAKA SUCCESS NO 1” KANNADA Daily News Paper <box>276 1456 668 1468</box>
article-lokesh-col2: ವಾರದ ಆರು ದಿನವೂ ಮೊಟ್ಟೆ ನೀಡುವ ಯೋಜನೆಯನ್ನು ಜಾರಿಗೊಳಿಸಿದೆ. ಆದರೆ ಯೋಜನೆ ಜಾರಿಯ ಕರ್ತವ್ಯವನ್ನು ಶಿಕ್ಷಕರಿಗೆ ವಹಿಸಿರುವುದು ಸರಿಯಲ್ಲ. ಶಿಕ್ಷಕರು ಕಾರ್ಯನಿರ್ವಹಿಸುವ ಶಾಲೆಗಳಲ್ಲಿ ಮೊಟ್ಟೆ ಖರೀದಿ, ಬೇಯಿಸುವುದು, ವಿತರಿಸುವುದು ಮತ್ತು ಲೆಕ್ಕಪತ್ರ ನಿರ್ವಹಣೆಯ ಹೊಣೆ ಶಿಕ್ಷಕರ ಮೇಲೆ ಬಂದಿದೆ. ಶಿಕ್ಷಕರು ಪಾಠ ಮಾಡುವುದಕ್ಕಿಂತ ಹೆಚ್ಚು ಸಮಯ ಇಂತಹ ಕೆಲಸಗಳಲ್ಲಿ ಕಳೆಯುವಂತಾಗಿದೆ. <box>174 536 276 717</box>
paper-tagline: ಕನ್ನಡ ದಿನ ಪತ್ರಿಕೆ <box>140 42 184 51</box>
section-rule-2 <box>22 770 618 771</box>
